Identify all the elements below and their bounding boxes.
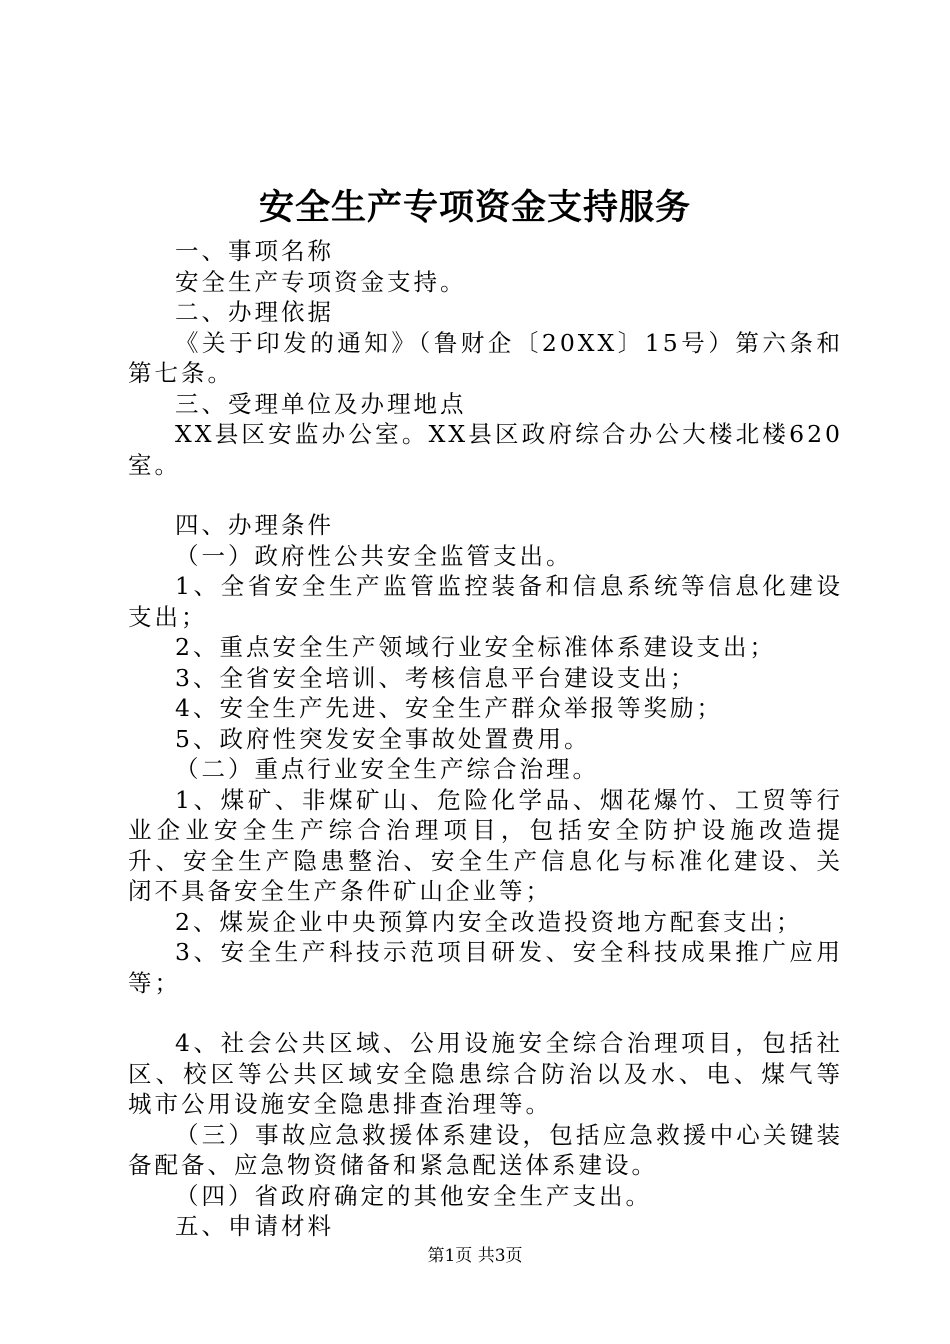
section-heading-materials: 五、申请材料	[175, 1212, 334, 1240]
list-item: 1、全省安全生产监管监控装备和信息系统等信息化建设支出；	[128, 572, 843, 631]
spacer	[128, 998, 843, 1028]
section-heading-location: 三、受理单位及办理地点	[175, 389, 467, 418]
paragraph-item-name: 安全生产专项资金支持。	[175, 267, 467, 296]
list-item: 3、全省安全培训、考核信息平台建设支出；	[175, 663, 697, 692]
list-item: 4、安全生产先进、安全生产群众举报等奖励；	[175, 694, 723, 722]
section-heading-item-name: 一、事项名称	[175, 237, 334, 265]
subsection-heading-3: （三）事故应急救援体系建设，包括应急救援中心关键装备配备、应急物资储备和紧急配送体系建设。	[128, 1120, 843, 1179]
document-title: 安全生产专项资金支持服务	[258, 187, 691, 228]
list-item: 2、重点安全生产领域行业安全标准体系建设支出；	[175, 633, 776, 661]
page-footer: 第1页 共3页	[427, 1246, 523, 1266]
document-body	[128, 236, 843, 1242]
section-heading-basis: 二、办理依据	[175, 298, 334, 326]
list-item: 1、煤矿、非煤矿山、危险化学品、烟花爆竹、工贸等行业企业安全生产综合治理项目，包括安全防护设施改造提升、安全生产隐患整治、安全生产信息化与标准化建设、关闭不具备安全生产条件矿山企业等；	[128, 785, 843, 905]
list-item: 5、政府性突发安全事故处置费用。	[175, 724, 591, 753]
subsection-heading-2: （二）重点行业安全生产综合治理。	[175, 755, 599, 783]
paragraph-basis: 《关于印发的通知》（鲁财企〔20XX〕15号）第六条和第七条。	[128, 328, 843, 387]
paragraph-location: XX县区安监办公室。XX县区政府综合办公大楼北楼620室。	[128, 420, 843, 479]
subsection-heading-1: （一）政府性公共安全监管支出。	[175, 541, 573, 570]
list-item: 4、社会公共区域、公用设施安全综合治理项目，包括社区、校区等公共区域安全隐患综合防治以及水、电、煤气等城市公用设施安全隐患排查治理等。	[128, 1029, 843, 1118]
spacer	[128, 480, 843, 510]
list-item: 2、煤炭企业中央预算内安全改造投资地方配套支出；	[175, 907, 803, 936]
section-heading-conditions: 四、办理条件	[175, 511, 334, 539]
subsection-heading-4: （四）省政府确定的其他安全生产支出。	[175, 1181, 652, 1210]
list-item: 3、安全生产科技示范项目研发、安全科技成果推广应用等；	[128, 938, 843, 997]
